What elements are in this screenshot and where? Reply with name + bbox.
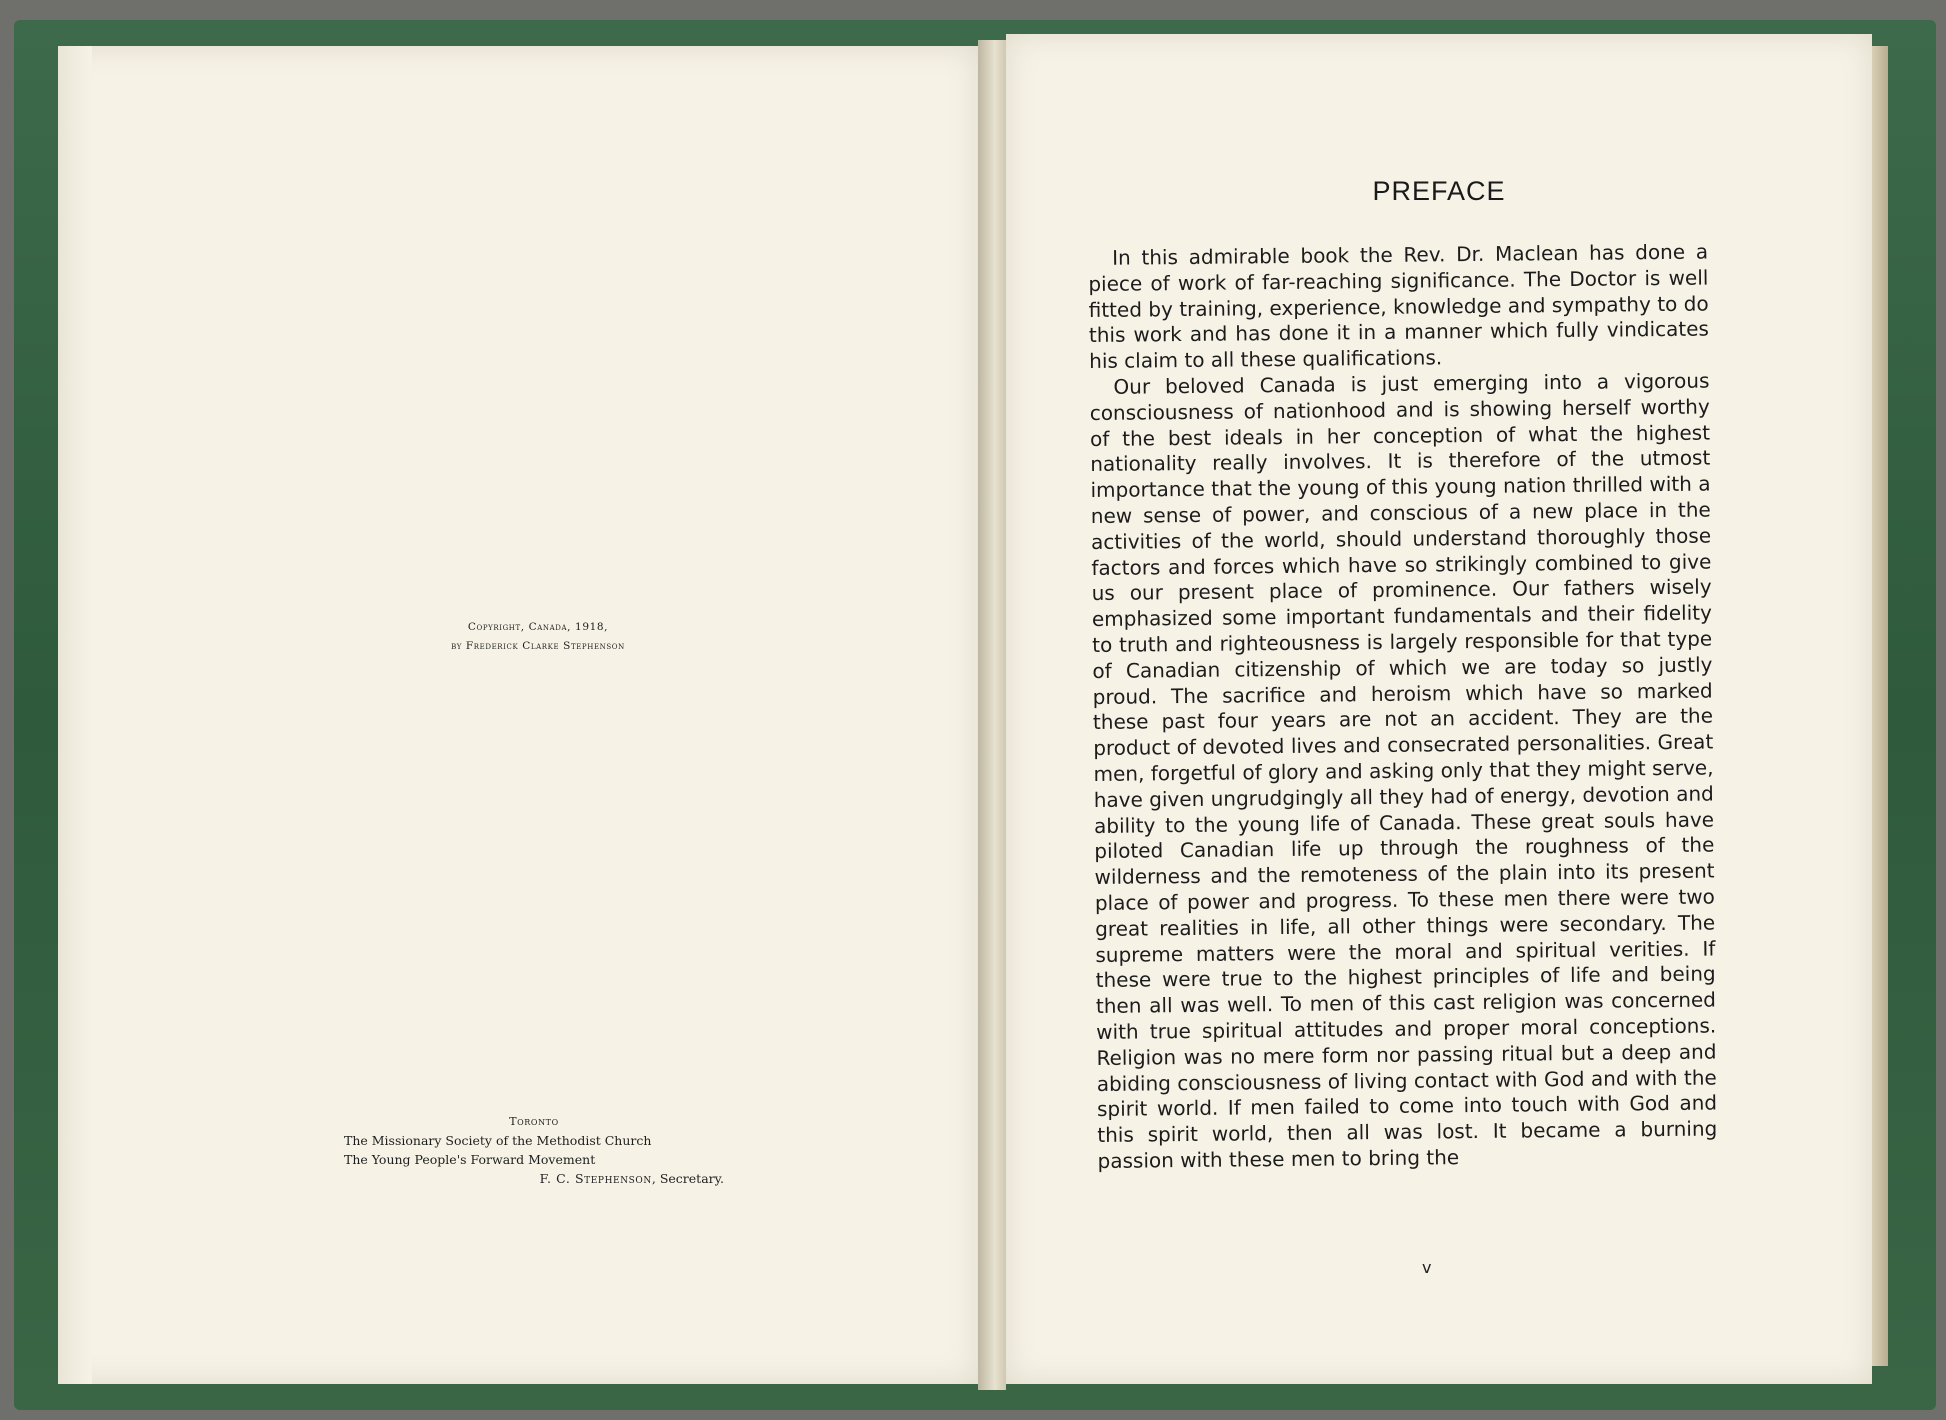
- right-page: [1006, 34, 1872, 1384]
- publisher-block: [344, 1112, 724, 1188]
- preface-paragraph: Our beloved Canada is just emerging into a vigorous consciousness of nationhood and is showing herself worthy of the best ideals in her conception of what the highest nationality really involves. It is therefore of the utmost importance that the young of this young nation thrilled with a new sense of power, and conscious of a new place in the activities of the world, should understand thoroughly those factors and forces which have so strikingly combined to give us our present place of prominence. Our fathers wisely emphasized some important fundamentals and their fidelity to truth and righteousness is largely responsible for that type of Canadian citizenship of which we are today so justly proud. The sacrifice and heroism which have so marked these past four years are not an accident. They are the product of devoted lives and consecrated personalities. Great men, forgetful of glory and asking only that they might serve, have given ungrudgingly all they had of energy, devotion and ability to the young life of Canada. These great souls have piloted Canadian life up through the roughness of the wilderness and the remoteness of the plain into its present place of power and progress. To these men there were two great realities in life, all other things were secondary. The supreme matters were the moral and spiritual verities. If these were true to the highest principles of life and being then all was well. To men of this cast religion was concerned with true spiritual attitudes and proper moral conceptions. Religion was no mere form nor passing ritual but a deep and abiding consciousness of living contact with God and with the spirit world. If men failed to come into touch with God and this spirit world, then all was lost. It became a burning passion with these men to bring the: [1089, 368, 1718, 1173]
- book-gutter: [978, 40, 1006, 1390]
- publisher-movement: The Young People's Forward Movement: [344, 1152, 596, 1167]
- secretary-title: , Secretary.: [651, 1171, 724, 1186]
- page-marker: v: [1422, 1258, 1432, 1277]
- left-page: [58, 46, 980, 1384]
- preface-body: [1088, 240, 1718, 1175]
- publisher-society: The Missionary Society of the Methodist Church: [344, 1133, 652, 1148]
- copyright-line: Copyright, Canada, 1918,: [467, 621, 609, 633]
- copyright-author-line: by Frederick Clarke Stephenson: [451, 640, 625, 652]
- copyright-notice: [348, 618, 728, 656]
- publisher-secretary: [344, 1169, 724, 1188]
- preface-paragraph: In this admirable book the Rev. Dr. Maclean has done a piece of work of far-reaching significance. The Doctor is well fitted by training, experience, knowledge and sympathy to do this work and has done it in a manner which fully vindicates his claim to all these qualifications.: [1088, 239, 1710, 374]
- publisher-city: Toronto: [509, 1115, 559, 1128]
- secretary-name: F. C. Stephenson: [539, 1171, 652, 1186]
- preface-heading: PREFACE: [1372, 176, 1506, 206]
